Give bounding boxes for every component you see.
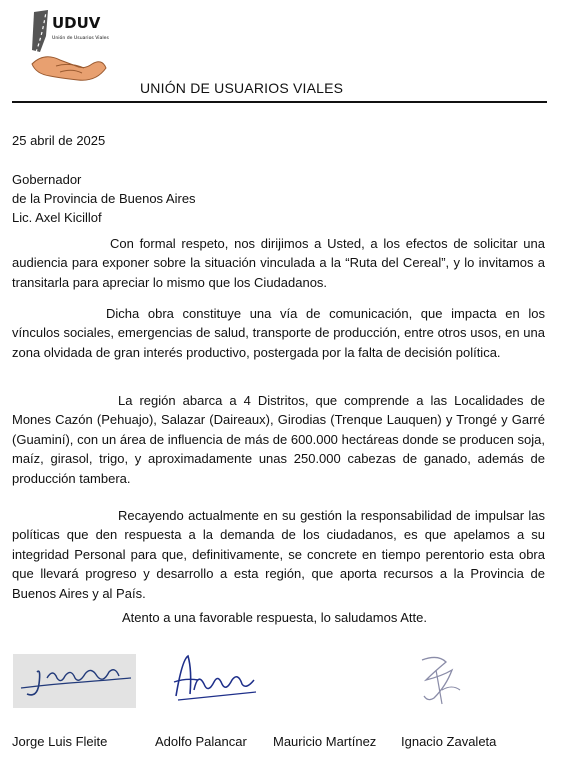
letter-date: 25 abril de 2025 [12,133,106,148]
addressee-line: Lic. Axel Kicillof [12,210,102,225]
logo-subtitle: Unión de Usuarios Viales [52,36,109,41]
paragraph-intro: Con formal respeto, nos dirijimos a Usted, a los efectos de solicitar una audiencia para exponer sobre la situación vinculada a la “Ruta del Cereal”, y lo invitamos a transitarla para apreciar lo mismo que los Ciudadanos. [12,236,545,290]
paragraph-request: Recayendo actualmente en su gestión la responsabilidad de impulsar las políticas que den respuesta a la demanda de los ciudadanos, es que apelamos a su integridad Personal para que, definitivamente, se concrete en tiempo perentorio esta obra que llevará progreso y desarrollo a esta región, que aporta recursos a la Provincia de Buenos Aires y al País. [12,508,545,601]
signature-fleite [13,654,136,708]
signer-name: Jorge Luis Fleite [12,734,108,749]
signer-name: Ignacio Zavaleta [401,734,497,749]
logo-text: UDUV [52,14,101,32]
uduv-logo [26,6,110,90]
header-divider [12,101,547,103]
addressee-line: Gobernador [12,172,82,187]
signer-name: Mauricio Martínez [273,734,377,749]
paragraph-obra: Dicha obra constituye una vía de comunicación, que impacta en los vínculos sociales, emergencias de salud, transporte de producción, entre otros usos, en una zona olvidada de gran interés productivo, postergada por la falta de decisión política. [12,306,545,360]
signature-zavaleta [412,650,468,708]
addressee-line: de la Provincia de Buenos Aires [12,191,196,206]
signer-name: Adolfo Palancar [155,734,247,749]
org-name: UNIÓN DE USUARIOS VIALES [140,80,344,96]
paragraph-region: La región abarca a 4 Distritos, que comprende a las Localidades de Mones Cazón (Pehuajo), Salazar (Daireaux), Girodias (Trenque Lauquen) y Trongé y Garré (Guaminí), con un área de influencia de más de 600.000 hectáreas donde se producen soja, maíz, girasol, trigo, y aproximadamente unas 250.000 cabezas de ganado, además de producción tambera. [12,393,545,486]
signature-palancar [168,650,260,705]
closing-line: Atento a una favorable respuesta, lo saludamos Atte. [122,610,427,625]
addressee [12,170,196,227]
